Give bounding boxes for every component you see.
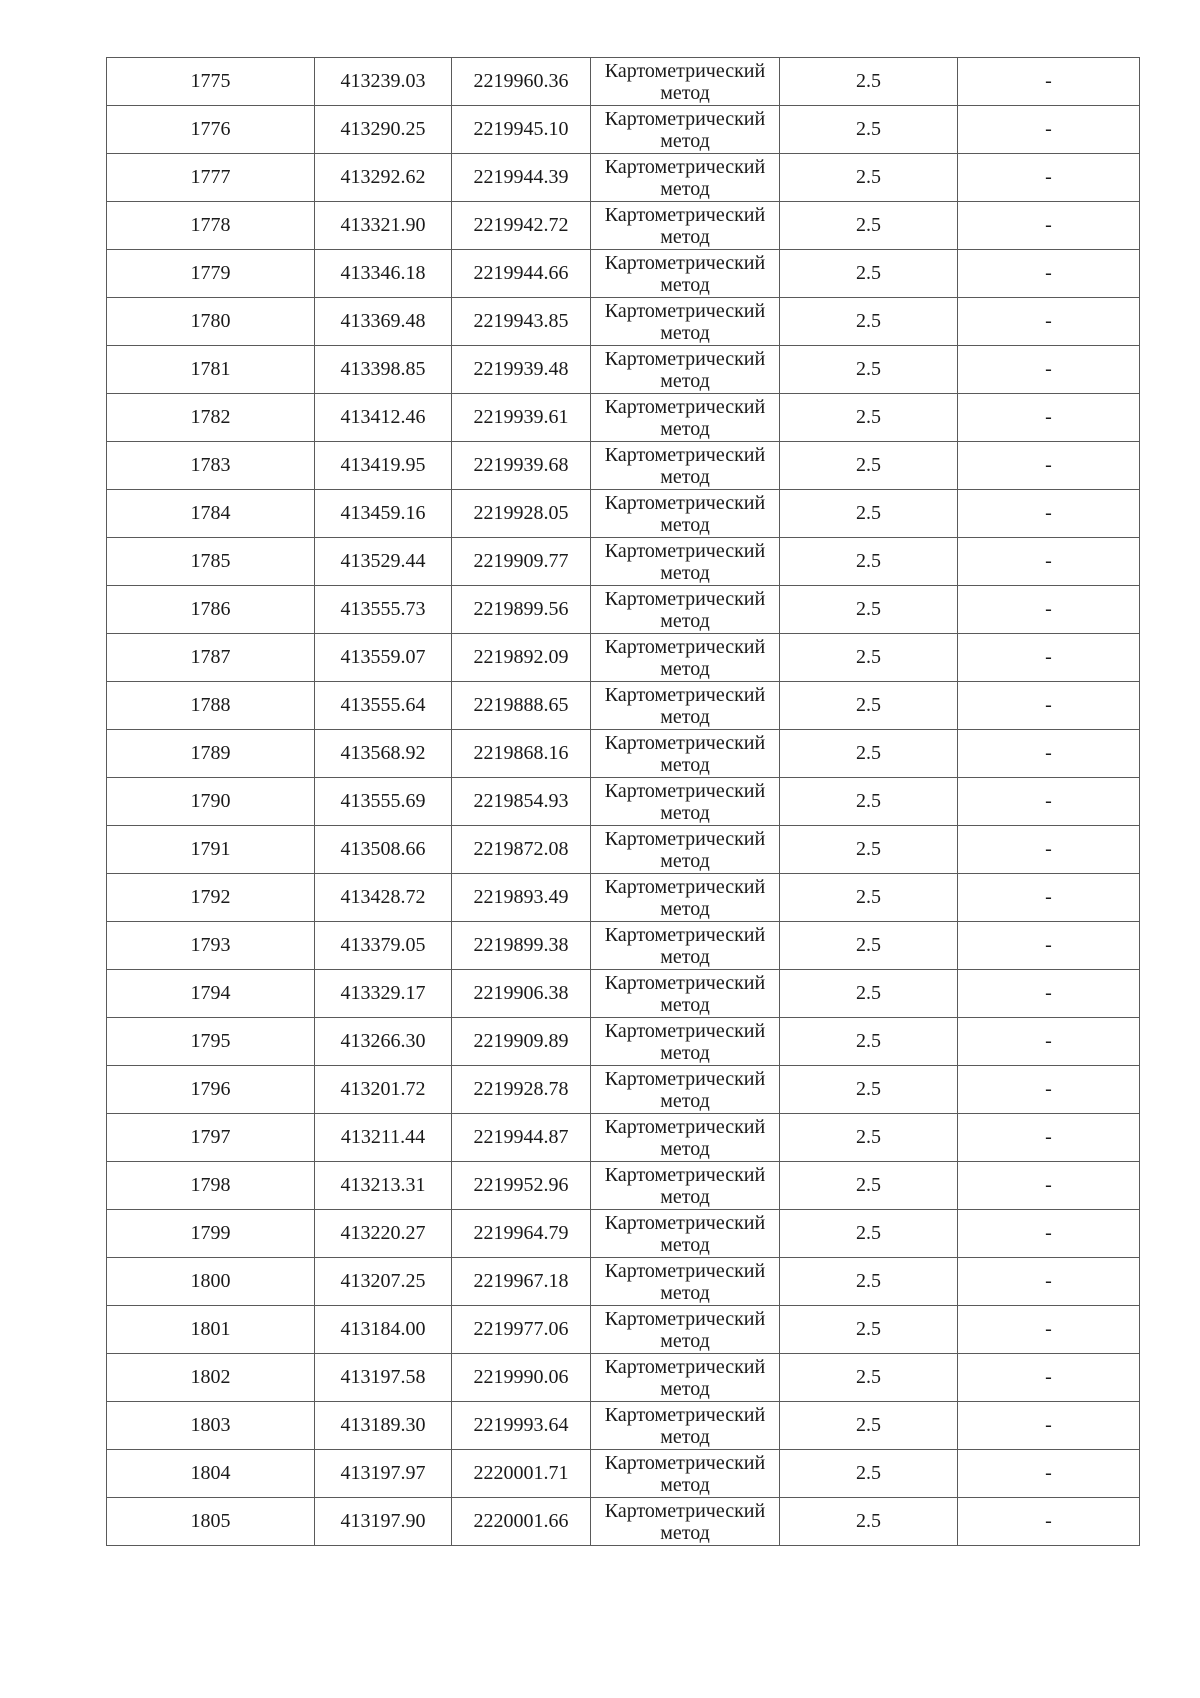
method-cell: Картометрический метод — [591, 1210, 780, 1258]
accuracy-cell: 2.5 — [780, 1498, 958, 1546]
y-coordinate-cell: 2219944.87 — [452, 1114, 591, 1162]
x-coordinate-cell: 413220.27 — [315, 1210, 452, 1258]
note-cell: - — [958, 1114, 1140, 1162]
accuracy-cell: 2.5 — [780, 682, 958, 730]
table-row — [107, 778, 1140, 826]
point-number-cell: 1776 — [107, 106, 315, 154]
note-cell: - — [958, 1258, 1140, 1306]
note-cell: - — [958, 394, 1140, 442]
y-coordinate-cell: 2219872.08 — [452, 826, 591, 874]
table-row — [107, 1018, 1140, 1066]
method-cell: Картометрический метод — [591, 250, 780, 298]
accuracy-cell: 2.5 — [780, 202, 958, 250]
point-number-cell: 1801 — [107, 1306, 315, 1354]
table-row — [107, 202, 1140, 250]
method-cell: Картометрический метод — [591, 202, 780, 250]
method-cell: Картометрический метод — [591, 346, 780, 394]
y-coordinate-cell: 2219854.93 — [452, 778, 591, 826]
method-cell: Картометрический метод — [591, 1354, 780, 1402]
method-cell: Картометрический метод — [591, 1018, 780, 1066]
y-coordinate-cell: 2219939.61 — [452, 394, 591, 442]
note-cell: - — [958, 1162, 1140, 1210]
y-coordinate-cell: 2219964.79 — [452, 1210, 591, 1258]
accuracy-cell: 2.5 — [780, 106, 958, 154]
y-coordinate-cell: 2219952.96 — [452, 1162, 591, 1210]
y-coordinate-cell: 2219906.38 — [452, 970, 591, 1018]
accuracy-cell: 2.5 — [780, 826, 958, 874]
method-cell: Картометрический метод — [591, 394, 780, 442]
coordinates-table-body — [107, 58, 1140, 1546]
y-coordinate-cell: 2219967.18 — [452, 1258, 591, 1306]
point-number-cell: 1792 — [107, 874, 315, 922]
note-cell: - — [958, 1402, 1140, 1450]
accuracy-cell: 2.5 — [780, 970, 958, 1018]
accuracy-cell: 2.5 — [780, 922, 958, 970]
y-coordinate-cell: 2219909.77 — [452, 538, 591, 586]
point-number-cell: 1787 — [107, 634, 315, 682]
method-cell: Картометрический метод — [591, 154, 780, 202]
y-coordinate-cell: 2219899.56 — [452, 586, 591, 634]
point-number-cell: 1798 — [107, 1162, 315, 1210]
accuracy-cell: 2.5 — [780, 1114, 958, 1162]
y-coordinate-cell: 2219943.85 — [452, 298, 591, 346]
table-row — [107, 250, 1140, 298]
point-number-cell: 1783 — [107, 442, 315, 490]
table-row — [107, 1498, 1140, 1546]
note-cell: - — [958, 1018, 1140, 1066]
note-cell: - — [958, 1306, 1140, 1354]
accuracy-cell: 2.5 — [780, 394, 958, 442]
note-cell: - — [958, 154, 1140, 202]
x-coordinate-cell: 413379.05 — [315, 922, 452, 970]
point-number-cell: 1804 — [107, 1450, 315, 1498]
x-coordinate-cell: 413428.72 — [315, 874, 452, 922]
table-row — [107, 634, 1140, 682]
point-number-cell: 1786 — [107, 586, 315, 634]
point-number-cell: 1784 — [107, 490, 315, 538]
x-coordinate-cell: 413197.90 — [315, 1498, 452, 1546]
x-coordinate-cell: 413189.30 — [315, 1402, 452, 1450]
note-cell: - — [958, 250, 1140, 298]
note-cell: - — [958, 202, 1140, 250]
point-number-cell: 1793 — [107, 922, 315, 970]
note-cell: - — [958, 106, 1140, 154]
point-number-cell: 1789 — [107, 730, 315, 778]
point-number-cell: 1794 — [107, 970, 315, 1018]
accuracy-cell: 2.5 — [780, 1162, 958, 1210]
x-coordinate-cell: 413239.03 — [315, 58, 452, 106]
accuracy-cell: 2.5 — [780, 346, 958, 394]
method-cell: Картометрический метод — [591, 682, 780, 730]
y-coordinate-cell: 2219977.06 — [452, 1306, 591, 1354]
y-coordinate-cell: 2219892.09 — [452, 634, 591, 682]
accuracy-cell: 2.5 — [780, 1402, 958, 1450]
x-coordinate-cell: 413459.16 — [315, 490, 452, 538]
table-row — [107, 1450, 1140, 1498]
method-cell: Картометрический метод — [591, 1498, 780, 1546]
y-coordinate-cell: 2219944.39 — [452, 154, 591, 202]
x-coordinate-cell: 413529.44 — [315, 538, 452, 586]
method-cell: Картометрический метод — [591, 1306, 780, 1354]
y-coordinate-cell: 2219939.48 — [452, 346, 591, 394]
note-cell: - — [958, 778, 1140, 826]
x-coordinate-cell: 413213.31 — [315, 1162, 452, 1210]
accuracy-cell: 2.5 — [780, 442, 958, 490]
y-coordinate-cell: 2219928.05 — [452, 490, 591, 538]
table-row — [107, 394, 1140, 442]
note-cell: - — [958, 826, 1140, 874]
table-row — [107, 298, 1140, 346]
y-coordinate-cell: 2219990.06 — [452, 1354, 591, 1402]
note-cell: - — [958, 346, 1140, 394]
note-cell: - — [958, 874, 1140, 922]
x-coordinate-cell: 413508.66 — [315, 826, 452, 874]
method-cell: Картометрический метод — [591, 634, 780, 682]
point-number-cell: 1782 — [107, 394, 315, 442]
x-coordinate-cell: 413197.97 — [315, 1450, 452, 1498]
x-coordinate-cell: 413398.85 — [315, 346, 452, 394]
point-number-cell: 1775 — [107, 58, 315, 106]
x-coordinate-cell: 413201.72 — [315, 1066, 452, 1114]
accuracy-cell: 2.5 — [780, 586, 958, 634]
table-row — [107, 922, 1140, 970]
y-coordinate-cell: 2219944.66 — [452, 250, 591, 298]
point-number-cell: 1780 — [107, 298, 315, 346]
x-coordinate-cell: 413329.17 — [315, 970, 452, 1018]
method-cell: Картометрический метод — [591, 1402, 780, 1450]
table-row — [107, 106, 1140, 154]
table-row — [107, 1162, 1140, 1210]
y-coordinate-cell: 2219868.16 — [452, 730, 591, 778]
point-number-cell: 1795 — [107, 1018, 315, 1066]
x-coordinate-cell: 413419.95 — [315, 442, 452, 490]
table-row — [107, 730, 1140, 778]
x-coordinate-cell: 413369.48 — [315, 298, 452, 346]
accuracy-cell: 2.5 — [780, 1258, 958, 1306]
point-number-cell: 1777 — [107, 154, 315, 202]
accuracy-cell: 2.5 — [780, 874, 958, 922]
note-cell: - — [958, 730, 1140, 778]
x-coordinate-cell: 413321.90 — [315, 202, 452, 250]
note-cell: - — [958, 442, 1140, 490]
coordinates-table — [106, 57, 1140, 1546]
table-row — [107, 1402, 1140, 1450]
method-cell: Картометрический метод — [591, 874, 780, 922]
point-number-cell: 1800 — [107, 1258, 315, 1306]
table-row — [107, 442, 1140, 490]
table-row — [107, 826, 1140, 874]
method-cell: Картометрический метод — [591, 1450, 780, 1498]
method-cell: Картометрический метод — [591, 1162, 780, 1210]
note-cell: - — [958, 298, 1140, 346]
table-row — [107, 1258, 1140, 1306]
method-cell: Картометрический метод — [591, 922, 780, 970]
y-coordinate-cell: 2219899.38 — [452, 922, 591, 970]
note-cell: - — [958, 1450, 1140, 1498]
accuracy-cell: 2.5 — [780, 1450, 958, 1498]
note-cell: - — [958, 490, 1140, 538]
table-row — [107, 586, 1140, 634]
point-number-cell: 1803 — [107, 1402, 315, 1450]
table-row — [107, 1114, 1140, 1162]
accuracy-cell: 2.5 — [780, 778, 958, 826]
note-cell: - — [958, 1066, 1140, 1114]
table-row — [107, 1354, 1140, 1402]
table-row — [107, 1306, 1140, 1354]
table-row — [107, 682, 1140, 730]
note-cell: - — [958, 922, 1140, 970]
table-row — [107, 970, 1140, 1018]
point-number-cell: 1797 — [107, 1114, 315, 1162]
point-number-cell: 1781 — [107, 346, 315, 394]
x-coordinate-cell: 413290.25 — [315, 106, 452, 154]
accuracy-cell: 2.5 — [780, 1066, 958, 1114]
method-cell: Картометрический метод — [591, 106, 780, 154]
accuracy-cell: 2.5 — [780, 730, 958, 778]
x-coordinate-cell: 413266.30 — [315, 1018, 452, 1066]
y-coordinate-cell: 2219993.64 — [452, 1402, 591, 1450]
x-coordinate-cell: 413555.64 — [315, 682, 452, 730]
note-cell: - — [958, 1210, 1140, 1258]
point-number-cell: 1791 — [107, 826, 315, 874]
accuracy-cell: 2.5 — [780, 58, 958, 106]
table-row — [107, 538, 1140, 586]
method-cell: Картометрический метод — [591, 778, 780, 826]
table-row — [107, 154, 1140, 202]
x-coordinate-cell: 413555.69 — [315, 778, 452, 826]
point-number-cell: 1790 — [107, 778, 315, 826]
x-coordinate-cell: 413568.92 — [315, 730, 452, 778]
accuracy-cell: 2.5 — [780, 634, 958, 682]
point-number-cell: 1796 — [107, 1066, 315, 1114]
point-number-cell: 1778 — [107, 202, 315, 250]
note-cell: - — [958, 586, 1140, 634]
x-coordinate-cell: 413346.18 — [315, 250, 452, 298]
y-coordinate-cell: 2219942.72 — [452, 202, 591, 250]
table-row — [107, 874, 1140, 922]
note-cell: - — [958, 1498, 1140, 1546]
y-coordinate-cell: 2219945.10 — [452, 106, 591, 154]
method-cell: Картометрический метод — [591, 490, 780, 538]
accuracy-cell: 2.5 — [780, 250, 958, 298]
point-number-cell: 1788 — [107, 682, 315, 730]
table-row — [107, 1210, 1140, 1258]
accuracy-cell: 2.5 — [780, 154, 958, 202]
point-number-cell: 1805 — [107, 1498, 315, 1546]
accuracy-cell: 2.5 — [780, 1018, 958, 1066]
x-coordinate-cell: 413184.00 — [315, 1306, 452, 1354]
point-number-cell: 1785 — [107, 538, 315, 586]
y-coordinate-cell: 2219928.78 — [452, 1066, 591, 1114]
point-number-cell: 1802 — [107, 1354, 315, 1402]
method-cell: Картометрический метод — [591, 58, 780, 106]
x-coordinate-cell: 413412.46 — [315, 394, 452, 442]
y-coordinate-cell: 2219893.49 — [452, 874, 591, 922]
method-cell: Картометрический метод — [591, 586, 780, 634]
method-cell: Картометрический метод — [591, 1066, 780, 1114]
x-coordinate-cell: 413555.73 — [315, 586, 452, 634]
y-coordinate-cell: 2219888.65 — [452, 682, 591, 730]
table-row — [107, 490, 1140, 538]
accuracy-cell: 2.5 — [780, 538, 958, 586]
method-cell: Картометрический метод — [591, 442, 780, 490]
accuracy-cell: 2.5 — [780, 1354, 958, 1402]
y-coordinate-cell: 2219909.89 — [452, 1018, 591, 1066]
note-cell: - — [958, 682, 1140, 730]
method-cell: Картометрический метод — [591, 970, 780, 1018]
method-cell: Картометрический метод — [591, 538, 780, 586]
accuracy-cell: 2.5 — [780, 1306, 958, 1354]
accuracy-cell: 2.5 — [780, 490, 958, 538]
method-cell: Картометрический метод — [591, 730, 780, 778]
note-cell: - — [958, 538, 1140, 586]
point-number-cell: 1779 — [107, 250, 315, 298]
y-coordinate-cell: 2220001.66 — [452, 1498, 591, 1546]
method-cell: Картометрический метод — [591, 826, 780, 874]
accuracy-cell: 2.5 — [780, 1210, 958, 1258]
method-cell: Картометрический метод — [591, 298, 780, 346]
note-cell: - — [958, 58, 1140, 106]
note-cell: - — [958, 634, 1140, 682]
y-coordinate-cell: 2219960.36 — [452, 58, 591, 106]
x-coordinate-cell: 413197.58 — [315, 1354, 452, 1402]
y-coordinate-cell: 2219939.68 — [452, 442, 591, 490]
table-row — [107, 58, 1140, 106]
table-row — [107, 1066, 1140, 1114]
y-coordinate-cell: 2220001.71 — [452, 1450, 591, 1498]
method-cell: Картометрический метод — [591, 1114, 780, 1162]
table-row — [107, 346, 1140, 394]
note-cell: - — [958, 970, 1140, 1018]
x-coordinate-cell: 413207.25 — [315, 1258, 452, 1306]
x-coordinate-cell: 413292.62 — [315, 154, 452, 202]
note-cell: - — [958, 1354, 1140, 1402]
x-coordinate-cell: 413559.07 — [315, 634, 452, 682]
x-coordinate-cell: 413211.44 — [315, 1114, 452, 1162]
point-number-cell: 1799 — [107, 1210, 315, 1258]
accuracy-cell: 2.5 — [780, 298, 958, 346]
method-cell: Картометрический метод — [591, 1258, 780, 1306]
